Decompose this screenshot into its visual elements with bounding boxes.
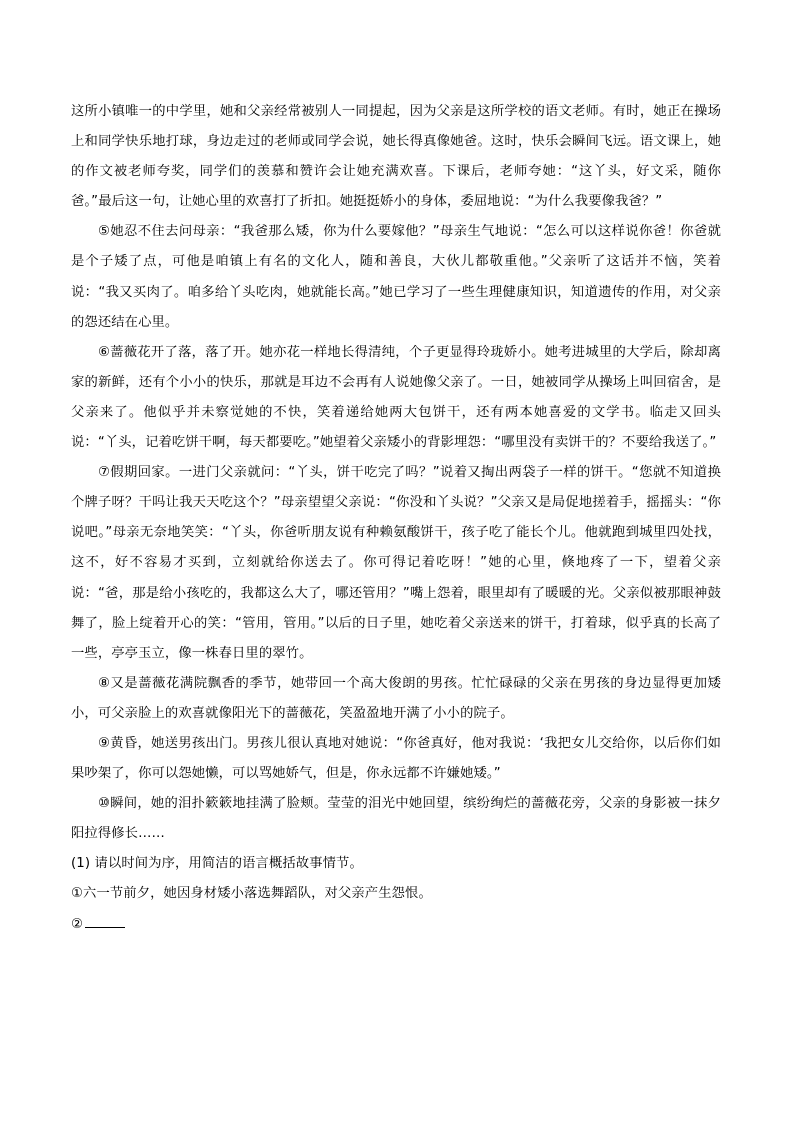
document-page: [71, 97, 721, 940]
passage-paragraph-intro: 这所小镇唯一的中学里，她和父亲经常被别人一同提起，因为父亲是这所学校的语文老师。有时，她正在操场上和同学快乐地打球，身边走过的老师或同学会说，她长得真像她爸。这时，快乐会瞬间飞远。语文课上，她的作文被老师夸奖，同学们的羡慕和赞许会让她充满欢喜。下课后，老师夸她：“这丫头，好文采，随你爸。”最后这一句，让她心里的欢喜打了折扣。她挺挺娇小的身体，委屈地说：“为什么我要像我爸？”: [71, 104, 721, 210]
answer-item-1: ①六一节前夕，她因身材矮小落选舞蹈队，对父亲产生怨恨。: [71, 886, 432, 902]
passage-paragraph-7: ⑦假期回家。一进门父亲就问：“丫头，饼干吃完了吗？”说着又掏出两袋子一样的饼干。“您就不知道换个牌子呀？干吗让我天天吃这个？”母亲望望父亲说：“你没和丫头说？”父亲又是局促地搓着手，摇摇头：“你说吧。”母亲无奈地笑笑：“丫头，你爸听朋友说有种赖氨酸饼干，孩子吃了能长个儿。他就跑到城里四处找，这不，好不容易才买到，立刻就给你送去了。你可得记着吃呀！”她的心里，倏地疼了一下，望着父亲说：“爸，那是给小孩吃的，我都这么大了，哪还管用？”嘴上怨着，眼里却有了暖暖的光。父亲似被那眼神鼓舞了，脸上绽着开心的笑：“管用，管用。”以后的日子里，她吃着父亲送来的饼干，打着球，似乎真的长高了一些，亭亭玉立，像一株春日里的翠竹。: [71, 465, 721, 661]
passage-paragraph-10: ⑩瞬间，她的泪扑簌簌地挂满了脸颊。莹莹的泪光中她回望，缤纷绚烂的蔷薇花旁，父亲的身影被一抹夕阳拉得修长……: [71, 796, 721, 842]
answer-item-2: [71, 910, 721, 940]
passage-paragraph-6: ⑥蔷薇花开了落，落了开。她亦花一样地长得清纯，个子更显得玲珑娇小。她考进城里的大学后，除却离家的新鲜，还有个小小的快乐，那就是耳边不会再有人说她像父亲了。一日，她被同学从操场上叫回宿舍，是父亲来了。他似乎并未察觉她的不快，笑着递给她两大包饼干，还有两本她喜爱的文学书。临走又回头说：“丫头，记着吃饼干啊，每天都要吃。”她望着父亲矮小的背影埋怨：“哪里没有卖饼干的？不要给我送了。”: [71, 344, 721, 451]
passage-paragraph-8: ⑧又是蔷薇花满院飘香的季节，她带回一个高大俊朗的男孩。忙忙碌碌的父亲在男孩的身边显得更加矮小，可父亲脸上的欢喜就像阳光下的蔷薇花，笑盈盈地开满了小小的院子。: [71, 675, 721, 721]
question-1: (1) 请以时间为序，用简洁的语言概括故事情节。: [71, 856, 363, 872]
passage-paragraph-9: ⑨黄昏，她送男孩出门。男孩儿很认真地对她说：“你爸真好，他对我说：‘我把女儿交给你，以后你们如果吵架了，你可以怨她懒，可以骂她娇气，但是，你永远都不许嫌她矮。”: [71, 735, 721, 782]
answer-blank[interactable]: [85, 911, 125, 928]
answer-item-2-label: ②: [71, 916, 84, 932]
passage-paragraph-5: ⑤她忍不住去问母亲：“我爸那么矮，你为什么要嫁他？”母亲生气地说：“怎么可以这样说你爸！你爸就是个子矮了点，可他是咱镇上有名的文化人，随和善良，大伙儿都敬重他。”父亲听了这话并不恼，笑着说：“我又买肉了。咱多给丫头吃肉，她就能长高。”她已学习了一些生理健康知识，知道遗传的作用，对父亲的怨还结在心里。: [71, 224, 721, 330]
